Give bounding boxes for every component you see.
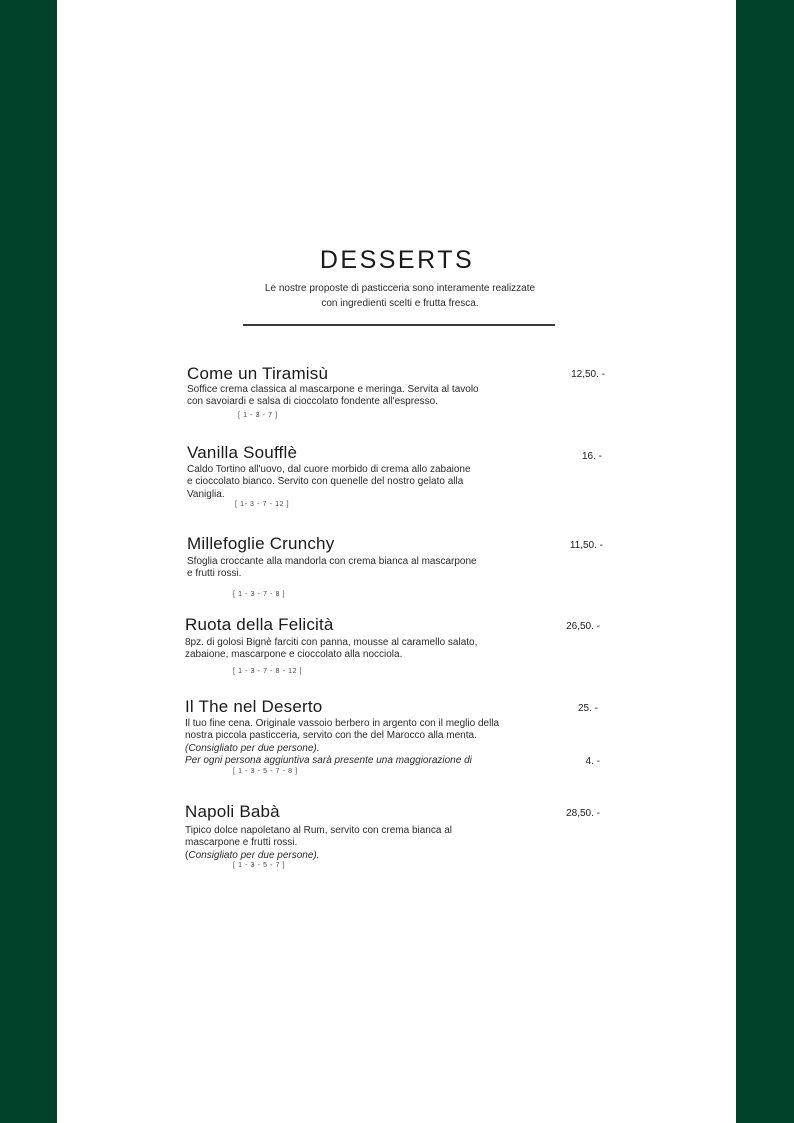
- serving-note: [185, 850, 452, 862]
- description-line: mascarpone e frutti rossi.: [185, 837, 298, 849]
- menu-item-description: [185, 637, 477, 662]
- serving-note: (Consigliato per due persone).: [185, 742, 320, 754]
- menu-item-name: Vanilla Soufflè: [187, 443, 298, 462]
- subtitle-line: Le nostre proposte di pasticceria sono interamente realizzate: [264, 283, 536, 294]
- menu-item-allergens: [ 1 - 3 - 5 - 7 ]: [233, 862, 286, 869]
- menu-item-description: [185, 718, 499, 768]
- note-prefix: (: [185, 849, 189, 861]
- extra-person-note: Per ogni persona aggiuntiva sarà presente una maggiorazione di: [185, 755, 472, 767]
- description-line: Caldo Tortino all'uovo, dal cuore morbido di crema allo zabaione: [187, 464, 471, 475]
- description-line: con savoiardi e salsa di cioccolato fondente all'espresso.: [187, 396, 438, 408]
- menu-item-allergens: [ 1- 3 - 7 - 12 ]: [235, 501, 290, 508]
- menu-item-price: 11,50. -: [569, 540, 603, 551]
- description-line: Tipico dolce napoletano al Rum, servito con crema bianca al: [185, 825, 452, 836]
- menu-item-name: Napoli Babà: [185, 802, 280, 821]
- menu-item-name: Il The nel Deserto: [185, 697, 323, 716]
- menu-item-price: 25. -: [577, 703, 598, 714]
- menu-item-allergens: [ 1 - 3 - 7 - 8 ]: [233, 591, 286, 598]
- menu-item-description: [185, 825, 452, 862]
- menu-item-allergens: [ 1 - 3 - 7 ]: [238, 412, 278, 419]
- menu-item-allergens: [ 1 - 3 - 5 - 7 - 8 ]: [233, 768, 298, 775]
- header-divider: [243, 324, 555, 326]
- menu-item-name: Millefoglie Crunchy: [187, 534, 335, 553]
- description-line: 8pz. di golosi Bignè farciti con panna, mousse al caramello salato,: [185, 637, 478, 648]
- page-subtitle: [0, 281, 794, 311]
- description-line: nostra piccola pasticceria, servito con the del Marocco alla menta.: [185, 730, 477, 742]
- description-line: Il tuo fine cena. Originale vassoio berbero in argento con il meglio della: [185, 718, 500, 729]
- right-side-band: [736, 0, 794, 1123]
- menu-item-price: 12,50. -: [571, 369, 605, 380]
- menu-item-allergens: [ 1 - 3 - 7 - 8 - 12 ]: [233, 668, 303, 675]
- menu-item-name: Ruota della Felicità: [185, 615, 334, 634]
- note-text: Consigliato per due persone).: [188, 849, 320, 861]
- left-side-band: [0, 0, 57, 1123]
- page-title: DESSERTS: [319, 246, 475, 274]
- description-line: zabaione, mascarpone e cioccolato alla nocciola.: [185, 649, 403, 661]
- description-line: Sfoglia croccante alla mandorla con crema bianca al mascarpone: [187, 556, 477, 567]
- menu-item-price: 26,50. -: [566, 621, 600, 632]
- description-line: e frutti rossi.: [187, 568, 242, 580]
- menu-item-description: [187, 556, 477, 581]
- description-line: e cioccolato bianco. Servito con quenelle del nostro gelato alla: [187, 476, 464, 488]
- description-line: Vaniglia.: [187, 488, 225, 500]
- extra-person-price: 4. -: [585, 756, 600, 767]
- menu-item-name: Come un Tiramisù: [187, 364, 329, 383]
- menu-item-description: [187, 464, 471, 501]
- menu-item-price: 16. -: [581, 451, 602, 462]
- description-line: Soffice crema classica al mascarpone e meringa. Servita al tavolo: [187, 384, 479, 395]
- subtitle-line: con ingredienti scelti e frutta fresca.: [321, 298, 479, 309]
- menu-item-description: [187, 384, 479, 409]
- menu-item-price: 28,50. -: [566, 808, 600, 819]
